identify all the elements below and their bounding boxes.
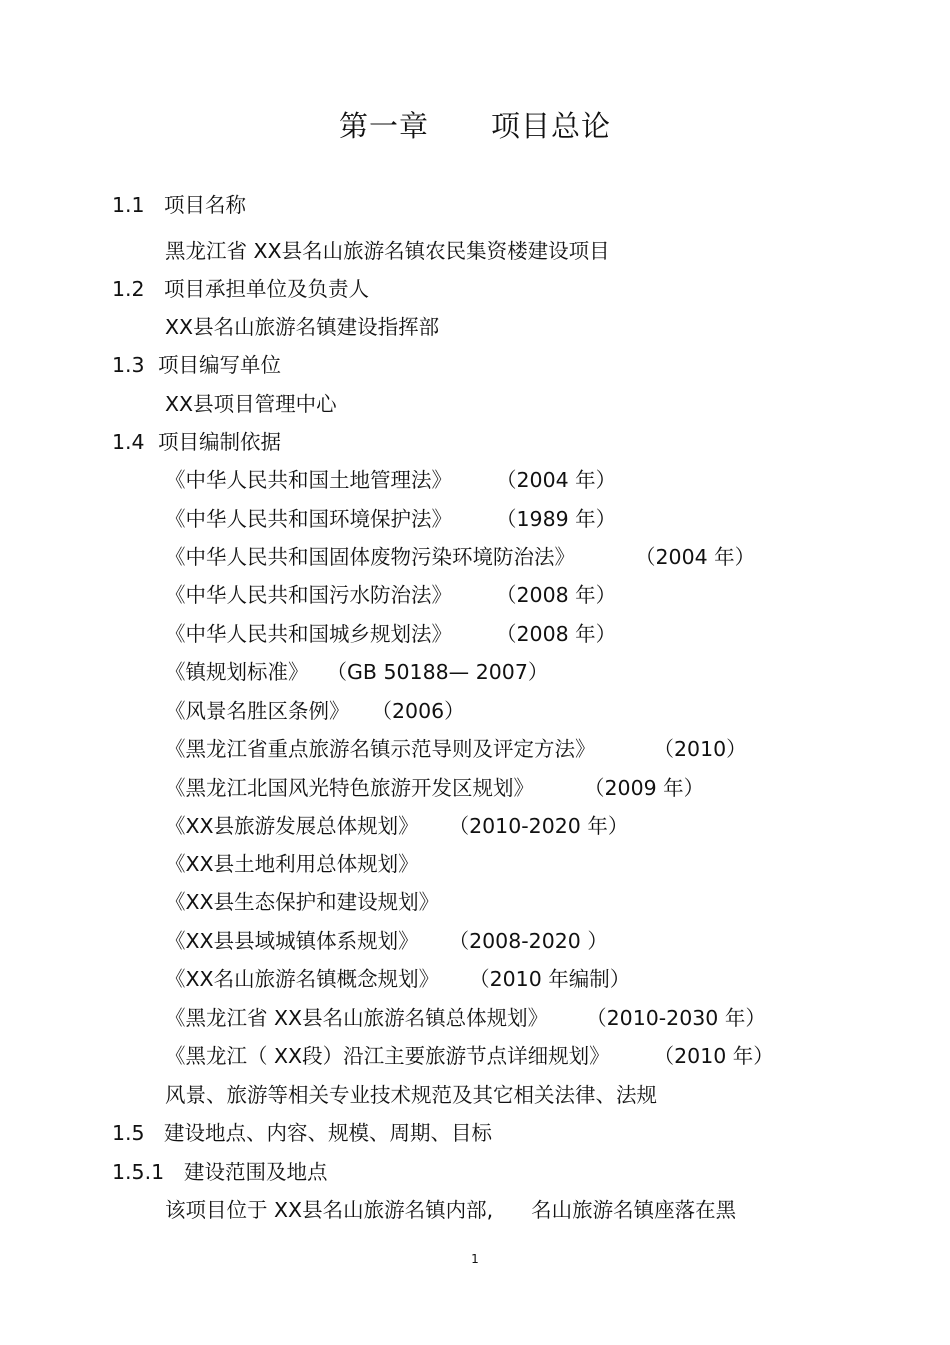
section-number: 1.1 (112, 193, 145, 217)
section-title: 项目承担单位及负责人 (164, 277, 369, 301)
basis-year: （2010-2020 年） (448, 814, 629, 838)
section-1-2-heading (112, 274, 369, 304)
basis-year: （GB 50188— 2007） (326, 660, 549, 684)
section-number: 1.2 (112, 277, 145, 301)
basis-name: 《黑龙江（ XX段）沿江主要旅游节点详细规划》 (165, 1044, 610, 1068)
basis-item (165, 1003, 766, 1033)
chapter-title (0, 104, 950, 145)
basis-item (165, 926, 608, 956)
chapter-title-part2: 项目总论 (491, 109, 612, 143)
basis-name: 《镇规划标准》 (165, 660, 309, 684)
section-number: 1.4 (112, 430, 145, 454)
basis-year: （2010-2030 年） (586, 1006, 766, 1030)
basis-name: 《XX名山旅游名镇概念规划》 (165, 967, 440, 991)
basis-other: 风景、旅游等相关专业技术规范及其它相关法律、法规 (165, 1083, 657, 1107)
chapter-title-part1: 第一章 (338, 109, 429, 143)
basis-year: （2010 年编制） (469, 967, 631, 991)
basis-year: （2010 年） (653, 1044, 774, 1068)
basis-name: 《中华人民共和国环境保护法》 (165, 507, 452, 531)
basis-item (165, 542, 755, 572)
basis-item (165, 849, 419, 879)
basis-name: 《XX县生态保护和建设规划》 (165, 890, 440, 914)
section-1-5-heading (112, 1118, 492, 1148)
basis-name: 《XX县土地利用总体规划》 (165, 852, 419, 876)
location-text-a: 该项目位于 XX县名山旅游名镇内部, (165, 1198, 494, 1222)
basis-year: （2006） (371, 699, 465, 723)
basis-name: 《中华人民共和国污水防治法》 (165, 583, 452, 607)
basis-item (165, 887, 439, 917)
basis-item (165, 773, 704, 803)
section-number: 1.5 (112, 1121, 145, 1145)
location-paragraph (165, 1195, 736, 1225)
basis-name: 《XX县县域城镇体系规划》 (165, 929, 419, 953)
basis-name: 《XX县旅游发展总体规划》 (165, 814, 419, 838)
section-title: 项目编制依据 (158, 430, 281, 454)
basis-year: （2008 年） (496, 622, 617, 646)
basis-year: （2010） (653, 737, 747, 761)
section-1-5-1-heading (112, 1157, 328, 1187)
basis-item (165, 1041, 774, 1071)
basis-name: 《中华人民共和国固体废物污染环境防治法》 (165, 545, 575, 569)
basis-year: （2004 年） (635, 545, 756, 569)
basis-name: 《中华人民共和国土地管理法》 (165, 468, 452, 492)
basis-name: 《黑龙江省 XX县名山旅游名镇总体规划》 (165, 1006, 549, 1030)
basis-item (165, 504, 616, 534)
basis-item (165, 734, 747, 764)
basis-item (165, 657, 548, 687)
location-text-b: 名山旅游名镇座落在黑 (531, 1198, 737, 1222)
section-1-4-heading (112, 427, 281, 457)
basis-year: （2009 年） (584, 776, 705, 800)
section-1-1-heading (112, 190, 246, 220)
basis-item (165, 811, 628, 841)
basis-item (165, 580, 616, 610)
basis-year: （2008-2020 ） (448, 929, 608, 953)
page-number: 1 (471, 1252, 479, 1266)
section-1-3-heading (112, 350, 281, 380)
undertaker: XX县名山旅游名镇建设指挥部 (165, 315, 440, 339)
basis-item (165, 696, 465, 726)
basis-year: （2004 年） (496, 468, 617, 492)
section-title: 建设范围及地点 (184, 1160, 328, 1184)
section-number: 1.5.1 (112, 1160, 165, 1184)
section-title: 建设地点、内容、规模、周期、目标 (164, 1121, 492, 1145)
writer: XX县项目管理中心 (165, 392, 337, 416)
basis-item (165, 964, 630, 994)
basis-item (165, 619, 616, 649)
basis-name: 《中华人民共和国城乡规划法》 (165, 622, 452, 646)
basis-name: 《风景名胜区条例》 (165, 699, 350, 723)
section-number: 1.3 (112, 353, 145, 377)
basis-item (165, 465, 616, 495)
section-title: 项目编写单位 (158, 353, 281, 377)
project-name: 黑龙江省 XX县名山旅游名镇农民集资楼建设项目 (165, 239, 610, 263)
section-title: 项目名称 (164, 193, 246, 217)
basis-year: （2008 年） (496, 583, 617, 607)
basis-name: 《黑龙江省重点旅游名镇示范导则及评定方法》 (165, 737, 596, 761)
basis-name: 《黑龙江北国风光特色旅游开发区规划》 (165, 776, 534, 800)
basis-year: （1989 年） (496, 507, 617, 531)
